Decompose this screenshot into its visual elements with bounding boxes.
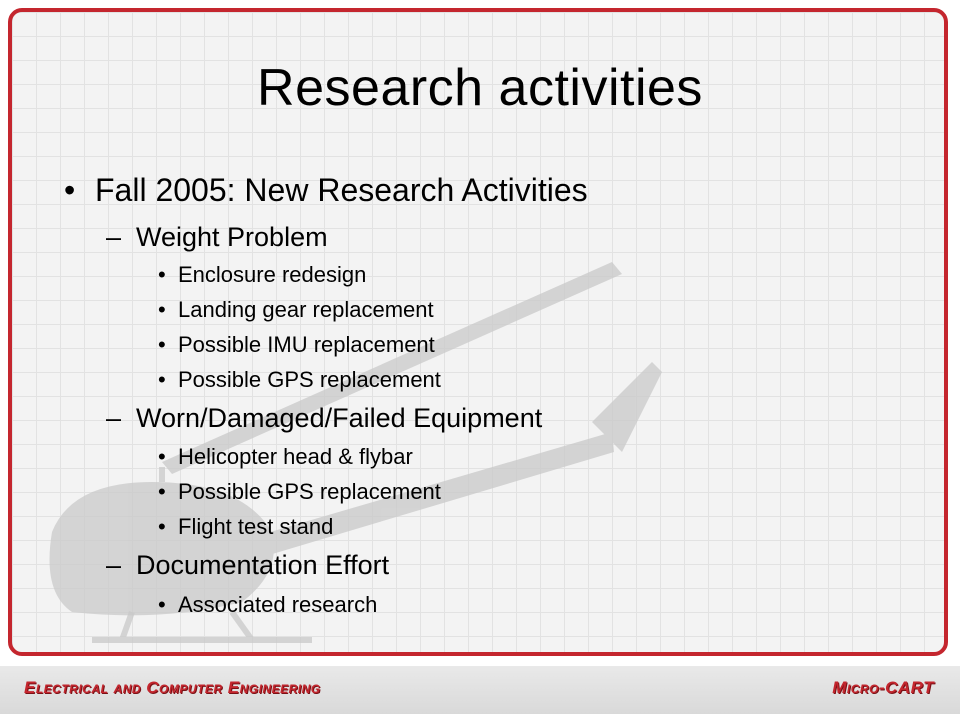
bullet-level2: [106, 403, 542, 434]
bullet-text: Worn/Damaged/Failed Equipment: [136, 403, 543, 433]
project-logo: Micro-CART: [832, 678, 934, 697]
bullet-marker: •: [158, 367, 166, 392]
bullet-text: Fall 2005: New Research Activities: [95, 172, 588, 208]
bullet-level3: [158, 479, 441, 505]
bullet-marker: •: [158, 332, 166, 357]
bullet-text: Helicopter head & flybar: [178, 444, 413, 469]
footer-bar: [0, 666, 960, 714]
bullet-level2: [106, 550, 389, 581]
department-label: Electrical and Computer Engineering: [24, 678, 321, 697]
bullet-level3: [158, 297, 434, 323]
bullet-text: Associated research: [178, 592, 378, 617]
slide-title: Research activities: [257, 59, 703, 117]
bullet-level3: [158, 444, 413, 470]
bullet-level3: [158, 367, 441, 393]
bullet-text: Possible GPS replacement: [178, 479, 441, 504]
bullet-marker: •: [158, 479, 166, 504]
bullet-level3: [158, 332, 435, 358]
bullet-marker: •: [158, 514, 166, 539]
bullet-text: Flight test stand: [178, 514, 334, 539]
bullet-marker: •: [64, 172, 76, 208]
bullet-marker: –: [106, 403, 122, 433]
bullet-text: Weight Problem: [136, 222, 328, 252]
bullet-level3: [158, 592, 377, 618]
bullet-marker: •: [158, 262, 166, 287]
bullet-text: Landing gear replacement: [178, 297, 434, 322]
bullet-marker: –: [106, 222, 122, 252]
bullet-level1: [64, 172, 588, 209]
bullet-text: Documentation Effort: [136, 550, 390, 580]
bullet-level3: [158, 514, 333, 540]
bullet-text: Possible GPS replacement: [178, 367, 441, 392]
bullet-text: Enclosure redesign: [178, 262, 367, 287]
bullet-marker: •: [158, 444, 166, 469]
bullet-level2: [106, 222, 328, 253]
bullet-marker: –: [106, 550, 122, 580]
bullet-level3: [158, 262, 366, 288]
bullet-text: Possible IMU replacement: [178, 332, 435, 357]
bullet-marker: •: [158, 297, 166, 322]
bullet-marker: •: [158, 592, 166, 617]
